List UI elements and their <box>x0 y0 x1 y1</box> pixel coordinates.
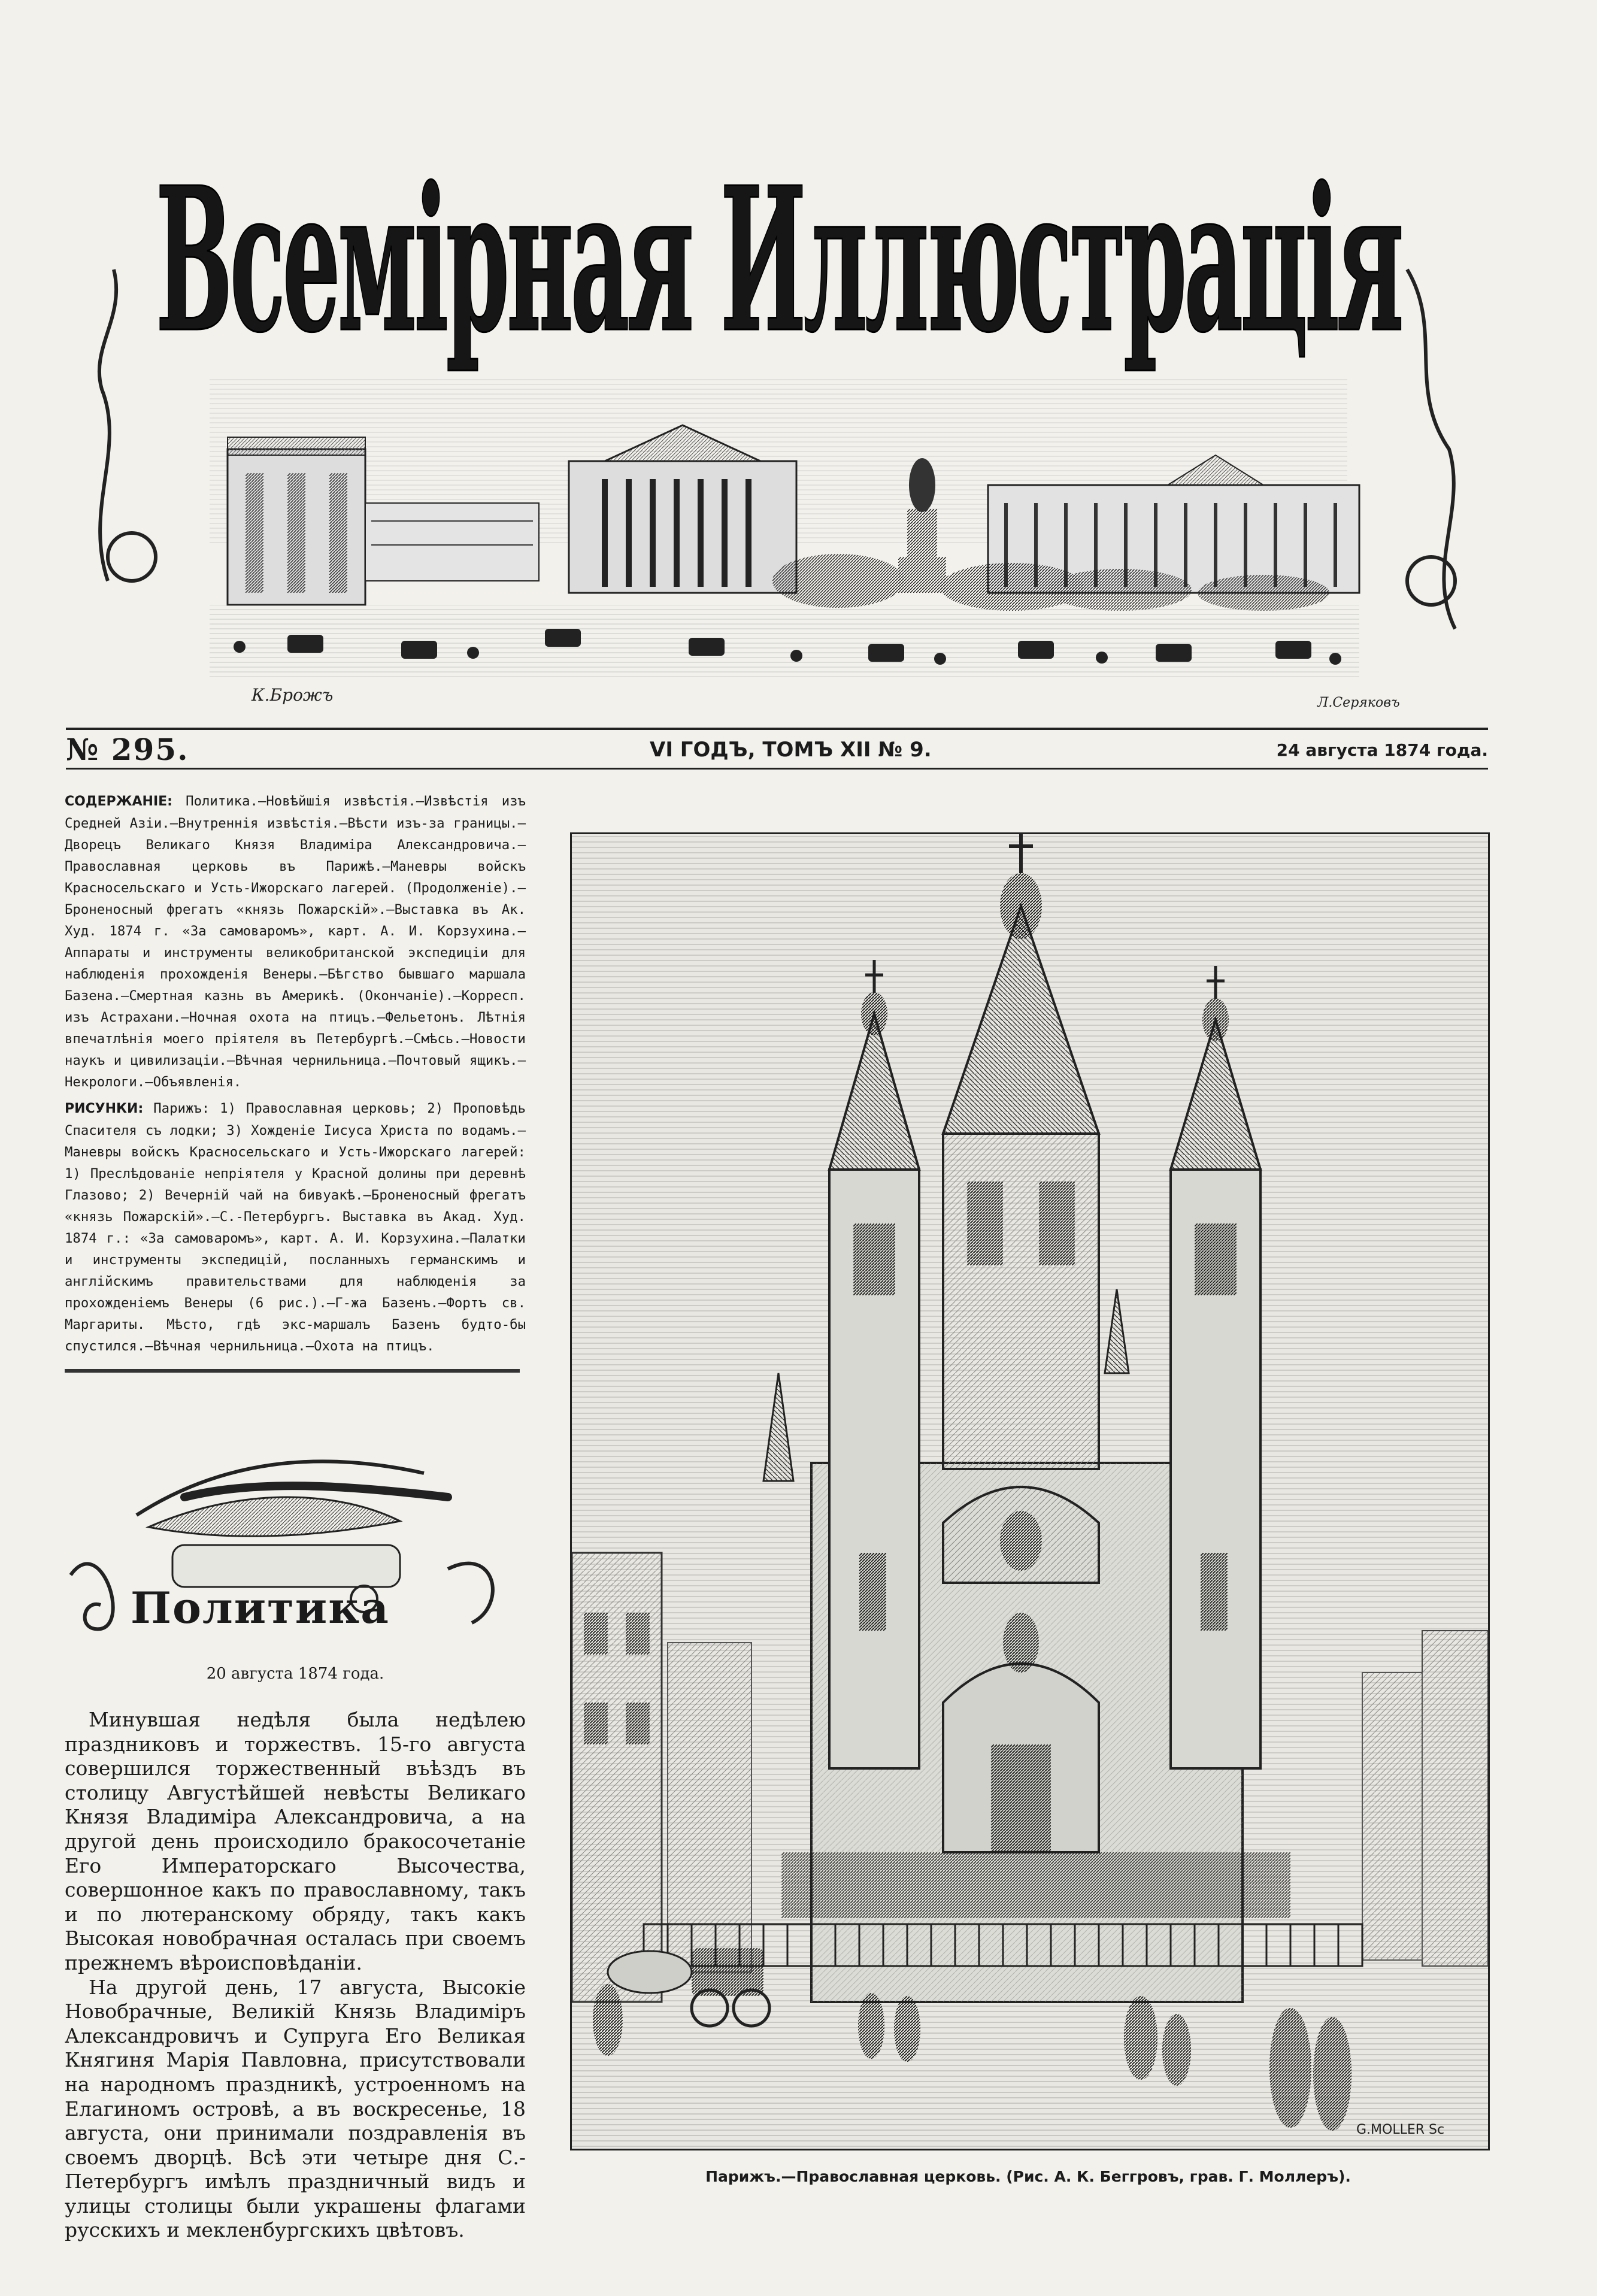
engraving-caption: Парижъ.—Православная церковь. (Рис. А. К. Беггровъ, грав. Г. Моллеръ). <box>705 2168 1351 2185</box>
politics-heading: Политика <box>131 1582 390 1633</box>
masthead-illustration <box>90 90 1467 725</box>
issue-date: 24 августа 1874 года. <box>1276 740 1488 760</box>
top-rule <box>66 728 1488 730</box>
politics-heading-ornament <box>65 1425 520 1653</box>
masthead-signature-right: Л.Серяковъ <box>1317 695 1400 710</box>
church-engraving-image <box>572 834 1488 2149</box>
article-paragraph-1: Минувшая недѣля была недѣлею праздниковъ и торжествъ. 15-го августа совершился торжественный въѣздъ въ столицу Августѣйшей невѣсты Великаго Князя Владиміра Александровича, а на другой день происходило бракосочетаніе Его Императорскаго Высочества, совершонное какъ по православному, такъ и по лютеранскому обряду, такъ какъ Высокая новобрачная осталась при своемъ прежнемъ вѣроисповѣданіи. <box>65 1708 526 1974</box>
illustrations-text: Парижъ: 1) Православная церковь; 2) Проповѣдь Спасителя съ лодки; 3) Хожденіе Іисуса Христа по водамъ.—Маневры войскъ Красносельскаго и Усть-Ижорскаго лагерей: 1) Преслѣдованіе непріятеля у Красной долины при деревнѣ Глазово; 2) Вечерній чай на бивуакѣ.—Броненосный фрегатъ «князь Пожарскій».—С.-Петербургъ. Выставка въ Акад. Худ. 1874 г.: «За самоваромъ», карт. А. И. Корзухина.—Палатки и инструменты экспедицій, посланныхъ германскимъ и англійскимъ правительствами для наблюденія за прохожденіемъ Венеры (6 рис.).—Г-жа Базенъ.—Фортъ св. Маргариты. Мѣсто, гдѣ экс-маршалъ Базенъ будто-бы спустился.—Вѣчная чернильница.—Охота на птицъ. <box>65 1101 526 1354</box>
column-divider <box>65 1369 520 1373</box>
church-engraving <box>570 832 1490 2150</box>
issue-number: № 295. <box>66 732 189 767</box>
politics-heading-graphic <box>65 1425 520 1653</box>
contents-label: СОДЕРЖАНІЕ: <box>65 794 172 809</box>
illustrations-label: РИСУНКИ: <box>65 1101 144 1116</box>
bottom-rule <box>66 768 1488 770</box>
masthead-signature-left: К.Брожъ <box>251 685 334 705</box>
contents-block <box>65 790 526 1373</box>
issue-volume: VI ГОДЪ, ТОМЪ XII № 9. <box>650 738 932 762</box>
contents-paragraph <box>65 790 526 1093</box>
politics-date: 20 августа 1874 года. <box>206 1665 384 1683</box>
illustrations-paragraph <box>65 1098 526 1357</box>
contents-text: Политика.—Новѣйшія извѣстія.—Извѣстія изъ Средней Азіи.—Внутреннія извѣстія.—Вѣсти изъ-за границы.—Дворецъ Великаго Князя Владиміра Александровича.—Православная церковь въ Парижѣ.—Маневры войскъ Красносельскаго и Усть-Ижорскаго лагерей. (Продолженіе).—Броненосный фрегатъ «князь Пожарскій».—Выставка въ Ак. Худ. 1874 г. «За самоваромъ», карт. А. И. Корзухина.—Аппараты и инструменты великобританской экспедиціи для наблюденія прохожденія Венеры.—Бѣгство бывшаго маршала Базена.—Смертная казнь въ Америкѣ. (Окончаніе).—Корресп. изъ Астрахани.—Ночная охота на птицъ.—Фельетонъ. Лѣтнія впечатлѣнія моего пріятеля въ Петербургѣ.—Смѣсь.—Новости наукъ и цивилизаціи.—Вѣчная чернильница.—Почтовый ящикъ.—Некрологи.—Объявленія. <box>65 793 526 1090</box>
article-paragraph-2: На другой день, 17 августа, Высокіе Новобрачные, Великій Князь Владиміръ Александровичъ и Супруга Его Великая Княгиня Марія Павловна, присутствовали на народномъ праздникѣ, устроенномъ на Елагиномъ островѣ, а въ воскресенье, 18 августа, они принимали поздравленія въ своемъ дворцѣ. Всѣ эти четыре дня С.-Петербургъ имѣлъ праздничный видъ и улицы столицы были украшены флагами русскихъ и мекленбургскихъ цвѣтовъ. <box>65 1975 526 2242</box>
politics-article <box>65 1708 526 2243</box>
masthead-title: Всемірная Иллюстрація <box>156 144 1402 376</box>
engraver-signature: G.MOLLER Sc <box>1356 2122 1445 2137</box>
masthead <box>90 90 1467 725</box>
